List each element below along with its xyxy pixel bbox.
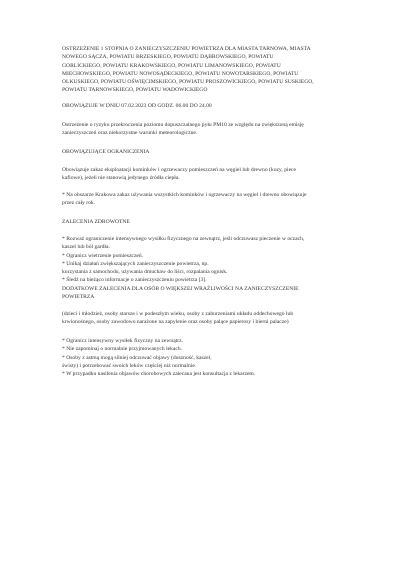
restrictions-heading: OBOWIĄZUJĄCE OGRANICZENIA [62,149,150,155]
sensitive-item-1: * Ogranicz intensywny wysiłek fizyczny na zewnątrz. [62,338,183,344]
health-recommendations-list [62,235,352,285]
health-item-2: * Ogranicz wietrzenie pomieszczeń. [62,252,144,259]
warning-title: OSTRZEŻENIE 1 STOPNIA O ZANIECZYSZCZENIU POWIETRZA DLA MIASTA TARNOWA, MIASTA NOWEGO SĄCZA, POWIATU BRZESKIEGO, POWIATU DĄBROWSKIEGO, POWIATU GORLICKIEGO, POWIATU KRAKOWSKIEGO, POWIATU LIMANOWSKIEGO, POWIATU MIECHOWSKIEGO, POWIATU NOWOSĄDECKIEGO, POWIATU NOWOTARSKIEGO, POWIATU OLKUSKIEGO, POWIATU OŚWIĘCIMSKIEGO, POWIATU PROSZOWICKIEGO, POWIATU SUSKIEGO, POWIATU TARNOWSKIEGO, POWIATU WADOWICKIEGO [62,46,314,94]
restrictions-text: Obowiązuje zakaz eksploatacji kominków i ogrzewaczy pomieszczeń na węgiel lub drewno (kozy, piece kaflowe), jeżeli nie stanowią jedynego źródła ciepła. [62,167,297,182]
health-recommendations-heading: ZALECENIA ZDROWOTNE [62,219,130,225]
sensitive-recommendations-list [62,337,352,378]
sensitive-item-4: * W przypadku nasilenia objawów chorobowych zalecana jest konsultacja z lekarzem. [62,371,256,378]
health-item-4-text: * Śledź na bieżąco informacje o zanieczyszczeniu powietrza [62,277,199,284]
health-item-3: * Unikaj działań zwiększających zanieczyszczenie powietrza, np. korzystania z samochodu, używania dmuchaw do liści, rozpalania ognisk. [62,260,228,276]
sensitive-item-3: * Osoby z astmą mogą silniej odczuwać objawy (duszność, kaszel, świsty) i potrzebować swoich leków częściej niż normalnie. [62,354,212,369]
krakow-restriction-text: * Na obszarze Krakowa zakaz używania wszystkich kominków i ogrzewaczy na węgiel i drewno obowiązuje przez cały rok. [62,192,307,207]
sensitive-groups-intro: (dzieci i młodzież, osoby starsze i w podeszłym wieku, osoby z zaburzeniami układu oddechowego lub krwionośnego, osoby zawodowo narażone na zapylenie oraz osoby palące papierosy i bierni palacze) [62,311,294,326]
citation-link[interactable]: [3] [198,277,206,284]
warning-description: Ostrzeżenie o ryzyku przekroczenia poziomu dopuszczalnego pyłu PM10 ze względu na zwiększoną emisję zanieczyszczeń oraz niekorzystne warunki meteorologiczne. [62,122,304,137]
validity-line: OBOWIĄZUJE W DNIU 07.02.2023 OD GODZ. 06.00 DO 24.00 [62,103,212,109]
health-item-4 [62,276,352,284]
health-item-4-end: . [205,277,207,284]
health-item-1: * Rozważ ograniczenie intensywnego wysiłku fizycznego na zewnątrz, jeśli odczuwasz pieczenie w oczach, kaszel lub ból gardła. [62,236,305,251]
sensitive-item-2: * Nie zapominaj o normalnie przyjmowanych lekach. [62,346,183,353]
sensitive-groups-heading: DODATKOWE ZALECENIA DLA OSÓB O WIĘKSZEJ WRAŻLIWOŚCI NA ZANIECZYSZCZENIE POWIETRZA [62,286,299,301]
